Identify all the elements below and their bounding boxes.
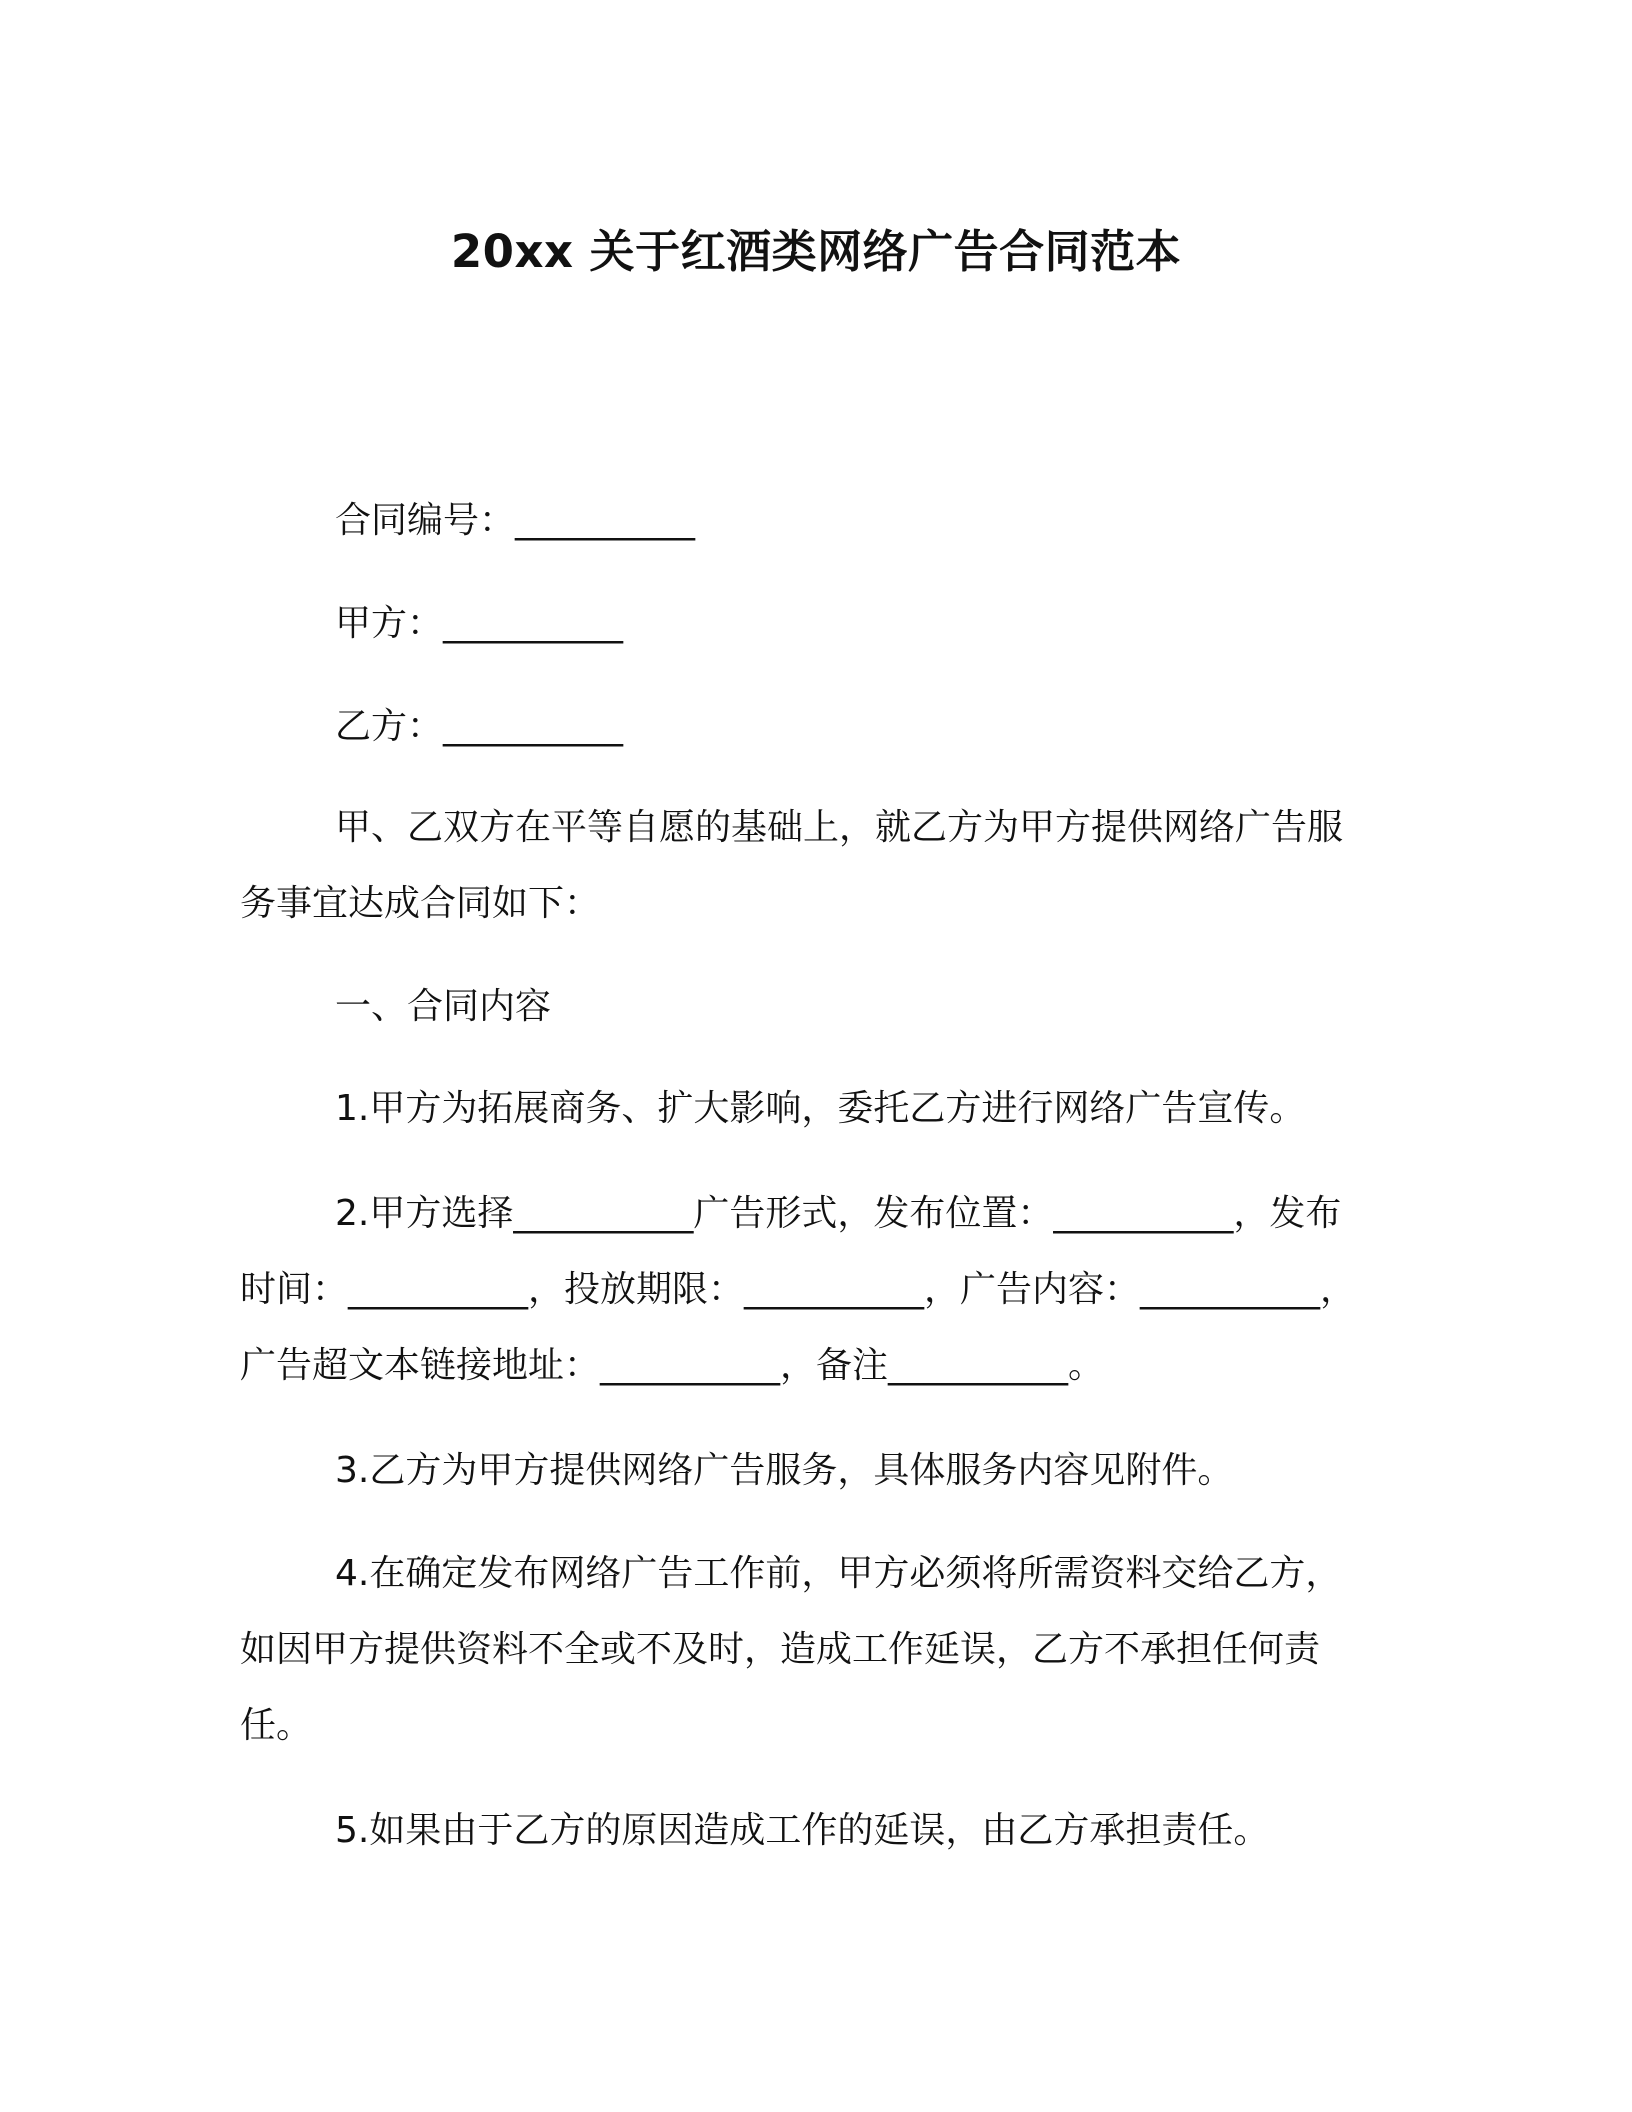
clause-2-line-1: 2.甲方选择__________广告形式，发布位置：__________，发布 xyxy=(335,1193,1342,1234)
clause-2-line-3: 广告超文本链接地址：__________，备注__________。 xyxy=(240,1345,1105,1386)
clause-3: 3.乙方为甲方提供网络广告服务，具体服务内容见附件。 xyxy=(335,1450,1234,1491)
clause-4-line-1: 4.在确定发布网络广告工作前，甲方必须将所需资料交给乙方， xyxy=(335,1553,1342,1594)
clause-5: 5.如果由于乙方的原因造成工作的延误，由乙方承担责任。 xyxy=(335,1810,1270,1851)
intro-line-1: 甲、乙双方在平等自愿的基础上，就乙方为甲方提供网络广告服 xyxy=(335,807,1344,848)
clause-2-line-2: 时间：__________，投放期限：__________，广告内容：__________， xyxy=(240,1269,1357,1310)
clause-4-line-3: 任。 xyxy=(240,1705,313,1746)
document-title: 20xx 关于红酒类网络广告合同范本 xyxy=(450,225,1182,278)
party-b-field: 乙方：__________ xyxy=(335,706,624,747)
clause-4-line-2: 如因甲方提供资料不全或不及时，造成工作延误，乙方不承担任何责 xyxy=(240,1629,1321,1670)
intro-line-2: 务事宜达成合同如下： xyxy=(240,883,601,924)
section-heading: 一、合同内容 xyxy=(335,986,552,1027)
contract-number-field: 合同编号：__________ xyxy=(335,500,696,541)
clause-1: 1.甲方为拓展商务、扩大影响，委托乙方进行网络广告宣传。 xyxy=(335,1088,1306,1129)
party-a-field: 甲方：__________ xyxy=(335,603,624,644)
